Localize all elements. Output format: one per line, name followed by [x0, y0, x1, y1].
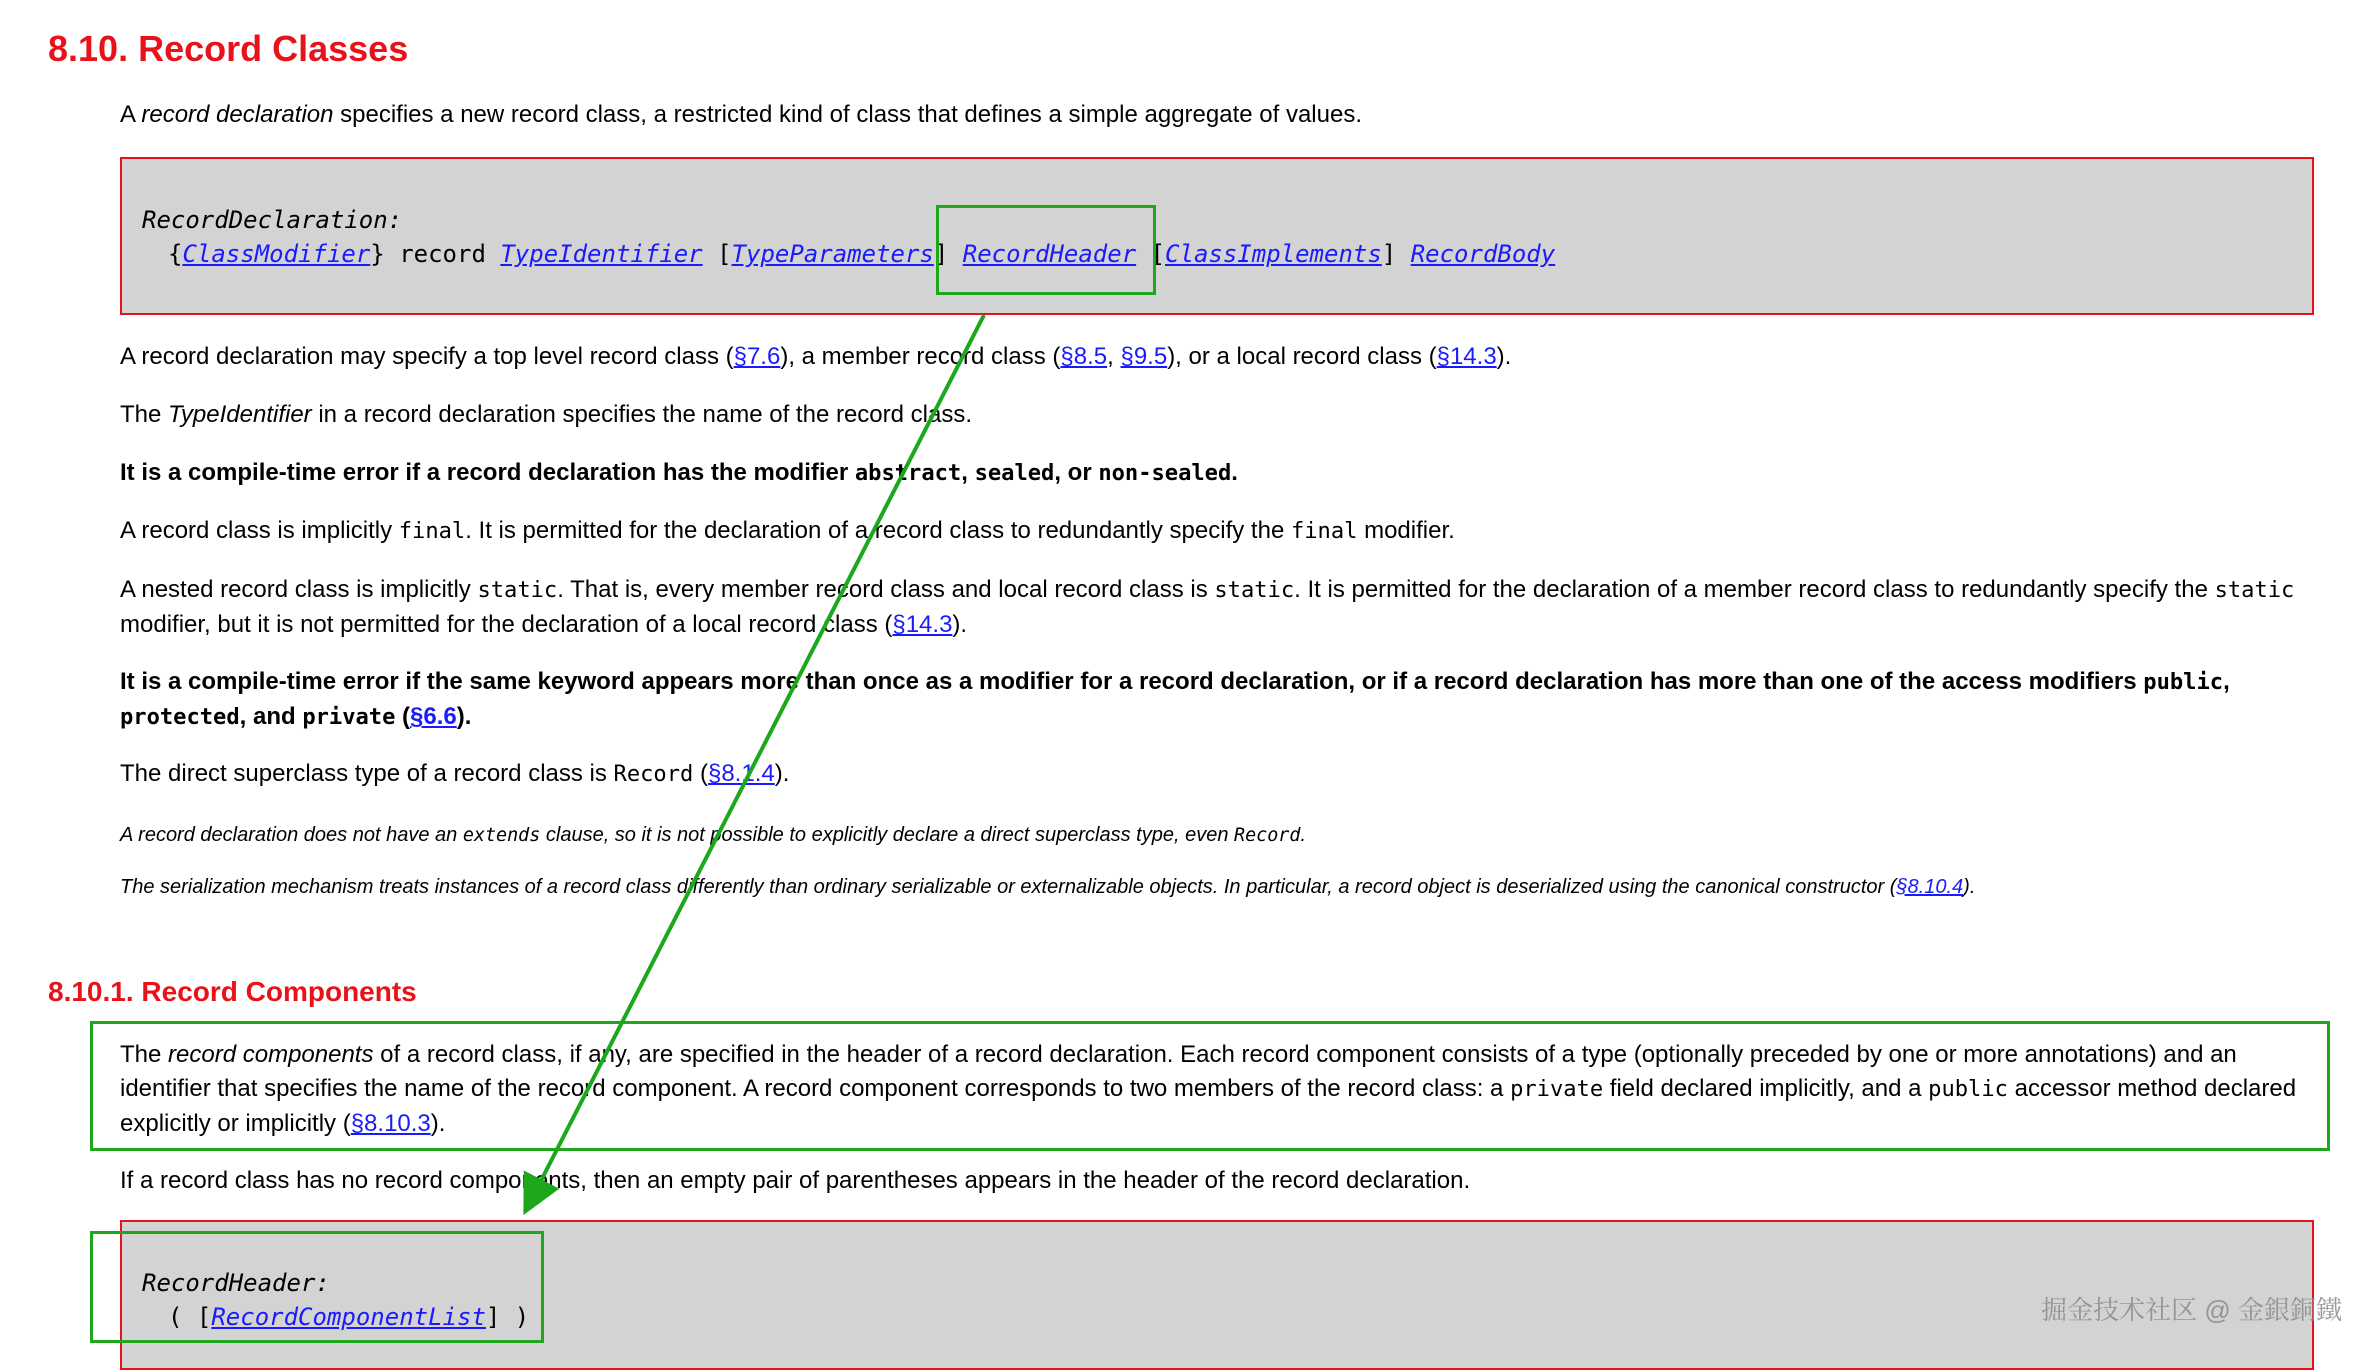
typeidentifier-paragraph: The TypeIdentifier in a record declaration specifies the name of the record class. — [120, 401, 972, 428]
keyword-error-paragraph: It is a compile-time error if the same keyword appears more than once as a modifier for a record declaration, or if a record declaration has more than one of the access modifiers public, protected, and private (§6.6). — [120, 668, 2230, 730]
modifier-error-paragraph: It is a compile-time error if a record declaration has the modifier abstract, sealed, or non-sealed. — [120, 459, 1238, 486]
final-paragraph: A record class is implicitly final. It is permitted for the declaration of a record class to redundantly specify the final modifier. — [120, 517, 1455, 544]
classmodifier-link[interactable]: ClassModifier — [182, 240, 371, 268]
recordcomponentlist-link[interactable]: RecordComponentList — [211, 1303, 486, 1331]
link-6-6[interactable]: §6.6 — [410, 703, 457, 730]
grammar-rhs: ( [RecordComponentList] ) — [168, 1303, 530, 1331]
watermark: 掘金技术社区 @ 金銀銅鐵 — [2041, 1295, 2342, 1325]
link-14-3[interactable]: §14.3 — [1436, 343, 1497, 370]
extends-note: A record declaration does not have an extends clause, so it is not possible to explicitly declare a direct superclass type, even Record. — [120, 824, 1306, 846]
grammar-rhs: {ClassModifier} record TypeIdentifier [TypeParameters] RecordHeader [ClassImplements] RecordBody — [168, 240, 1556, 268]
typeidentifier-link[interactable]: TypeIdentifier — [500, 240, 703, 268]
link-9-5[interactable]: §9.5 — [1120, 343, 1168, 370]
arrow-line — [527, 315, 984, 1208]
link-7-6[interactable]: §7.6 — [733, 343, 781, 370]
grammar-lhs: RecordDeclaration: — [142, 206, 403, 234]
superclass-paragraph: The direct superclass type of a record class is Record (§8.1.4). — [120, 760, 790, 787]
subsection-title: 8.10.1. Record Components — [48, 976, 417, 1007]
recordbody-link[interactable]: RecordBody — [1410, 240, 1556, 268]
link-8-10-4[interactable]: §8.10.4 — [1896, 876, 1964, 898]
section-title: 8.10. Record Classes — [48, 28, 409, 69]
link-14-3-local[interactable]: §14.3 — [892, 611, 953, 638]
record-components-paragraph: The record components of a record class, if any, are specified in the header of a record declaration. Each record component consists of a type (optionally preceded by one or more annotations) and an identifier that specifies the name of the record component. A record component corresponds to two members of the record class: a private field declared implicitly, and a public accessor method declared explicitly or implicitly (§8.10.3). — [120, 1041, 2297, 1137]
empty-parentheses-paragraph: If a record class has no record components, then an empty pair of parentheses appears in the header of the record declaration. — [120, 1167, 1471, 1194]
grammar-lhs: RecordHeader: — [142, 1269, 330, 1297]
link-8-5[interactable]: §8.5 — [1060, 343, 1108, 370]
classimplements-link[interactable]: ClassImplements — [1165, 240, 1382, 268]
serialization-note: The serialization mechanism treats instances of a record class differently than ordinary serializable or externalizable objects. In particular, a record object is deserialized using the canonical constructor (§8.10.4). — [120, 876, 1976, 898]
scope-paragraph: A record declaration may specify a top level record class (§7.6), a member record class (§8.5, §9.5), or a local record class (§14.3). — [120, 343, 1512, 370]
link-8-1-4[interactable]: §8.1.4 — [707, 760, 775, 787]
static-paragraph: A nested record class is implicitly static. That is, every member record class and local record class is static. It is permitted for the declaration of a member record class to redundantly specify the static modifier, but it is not permitted for the declaration of a local record class (§14.3). — [120, 576, 2295, 638]
recordheader-link[interactable]: RecordHeader — [962, 240, 1137, 268]
intro-paragraph: A record declaration specifies a new record class, a restricted kind of class that defines a simple aggregate of values. — [120, 101, 1362, 128]
link-8-10-3[interactable]: §8.10.3 — [350, 1110, 431, 1137]
typeparameters-link[interactable]: TypeParameters — [731, 240, 934, 268]
